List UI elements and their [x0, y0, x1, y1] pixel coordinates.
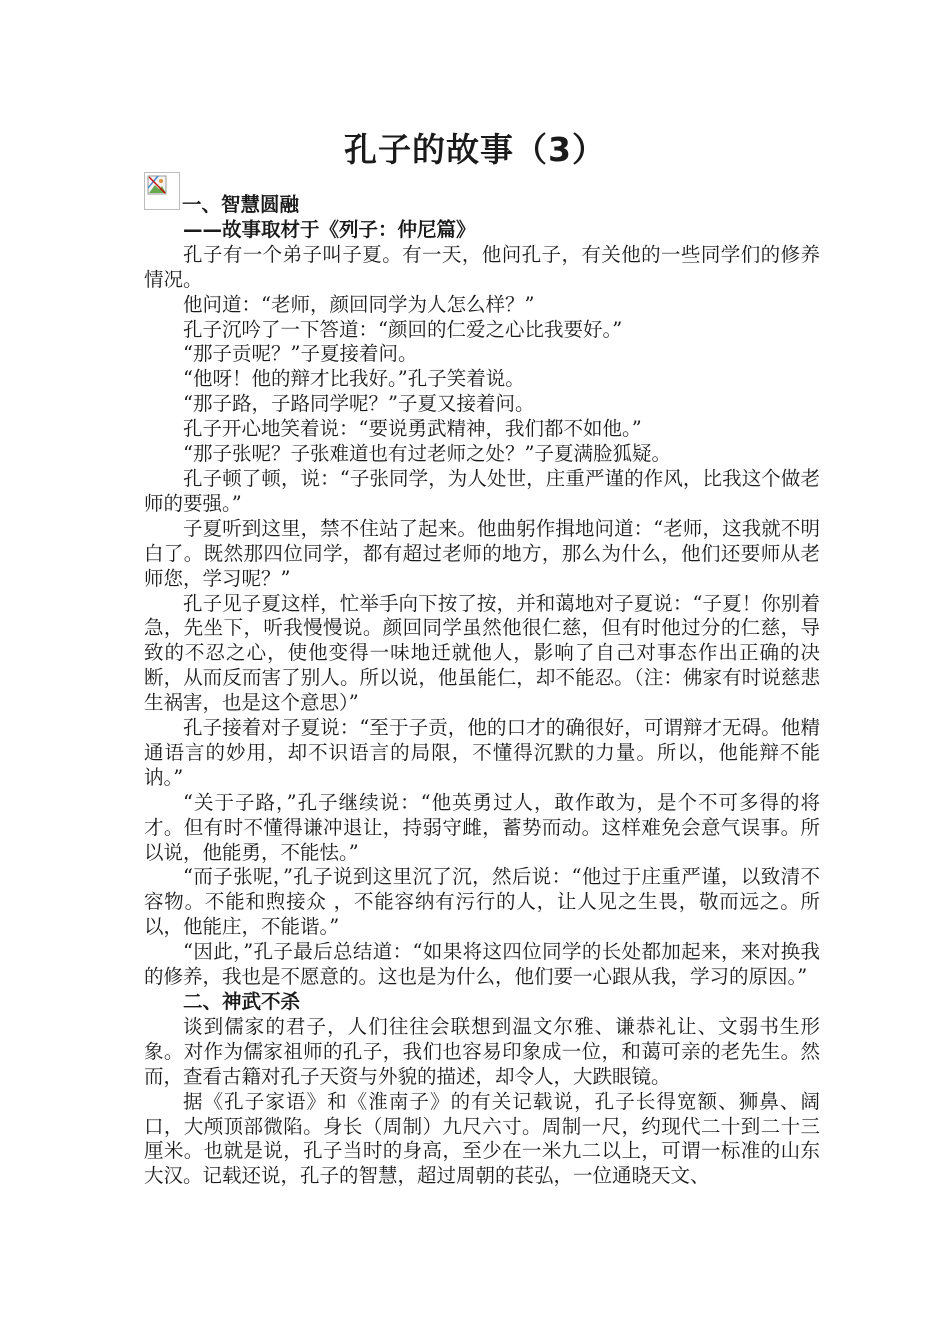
body-paragraph: “而子张呢，”孔子说到这里沉了沉，然后说：“他过于庄重严谨，以致清不容物。不能和煦接众 ，不能容纳有污行的人，让人见之生畏，敬而远之。所以，他能庄，不能谐。” [144, 865, 820, 939]
body-paragraph: 孔子接着对子夏说：“至于子贡，他的口才的确很好，可谓辩才无碍。他精通语言的妙用，却不识语言的局限，不懂得沉默的力量。所以，他能辩不能讷。” [144, 716, 820, 789]
body-paragraph: “那子路，子路同学呢？”子夏又接着问。 [183, 392, 535, 416]
body-paragraph: 孔子开心地笑着说：“要说勇武精神，我们都不如他。” [183, 417, 642, 441]
body-paragraph: “他呀！他的辩才比我好。”孔子笑着说。 [183, 367, 525, 391]
body-paragraph: 他问道：“老师，颜回同学为人怎么样？” [183, 292, 535, 316]
body-paragraph: 子夏听到这里，禁不住站了起来。他曲躬作揖地问道：“老师，这我就不明白了。既然那四位同学，都有超过老师的地方，那么为什么，他们还要师从老师您，学习呢？” [144, 516, 820, 590]
body-paragraph: “关于子路，”孔子继续说：“他英勇过人，敢作敢为，是个不可多得的将才。但有时不懂得谦冲退让，持弱守雌，蓄势而动。这样难免会意气误事。所以说，他能勇，不能怯。” [144, 790, 820, 864]
body-paragraph: 孔子见子夏这样，忙举手向下按了按，并和蔼地对子夏说：“子夏！你别着急，先坐下，听我慢慢说。颜回同学虽然他很仁慈，但有时他过分的仁慈，导致的不忍之心，使他变得一味地迁就他人，影响了自己对事态作出正确的决断，从而反而害了别人。所以说，他虽能仁，却不能忍。（注：佛家有时说慈悲生祸害，也是这个意思）” [144, 591, 820, 715]
subheading: 二、神武不杀 [183, 990, 301, 1013]
body-paragraph: “因此，”孔子最后总结道：“如果将这四位同学的长处都加起来，来对换我的修养，我也是不愿意的。这也是为什么，他们要一心跟从我，学习的原因。” [144, 940, 820, 989]
document-title: 孔子的故事（3） [344, 130, 606, 169]
body-paragraph: “那子张呢？子张难道也有过老师之处？”子夏满脸狐疑。 [183, 442, 671, 466]
section-heading: 一、智慧圆融 [182, 193, 300, 216]
body-paragraph: 据《孔子家语》和《淮南子》的有关记载说，孔子长得宽额、狮鼻、阔口，大颅顶部微陷。身长（周制）九尺六寸。周制一尺，约现代二十到二十三厘米。也就是说，孔子当时的身高，至少在一米九二以上，可谓一标准的山东大汉。记载还说，孔子的智慧，超过周朝的苌弘，一位通晓天文、 [144, 1089, 820, 1188]
body-paragraph: 孔子有一个弟子叫子夏。有一天，他问孔子，有关他的一些同学们的修养情况。 [144, 242, 820, 291]
subheading: ——故事取材于《列子：仲尼篇》 [183, 217, 476, 241]
body-paragraph: 孔子顿了顿，说：“子张同学，为人处世，庄重严谨的作风，比我这个做老师的要强。” [144, 466, 820, 515]
document-body [144, 193, 820, 1189]
body-paragraph: 孔子沉吟了一下答道：“颜回的仁爱之心比我要好。” [183, 317, 623, 341]
body-paragraph: “那子贡呢？”子夏接着问。 [183, 342, 418, 366]
body-paragraph: 谈到儒家的君子，人们往往会联想到温文尔雅、谦恭礼让、文弱书生形象。对作为儒家祖师的孔子，我们也容易印象成一位，和蔼可亲的老先生。然而，查看古籍对孔子天资与外貌的描述，却令人，大跌眼镜。 [144, 1014, 820, 1088]
